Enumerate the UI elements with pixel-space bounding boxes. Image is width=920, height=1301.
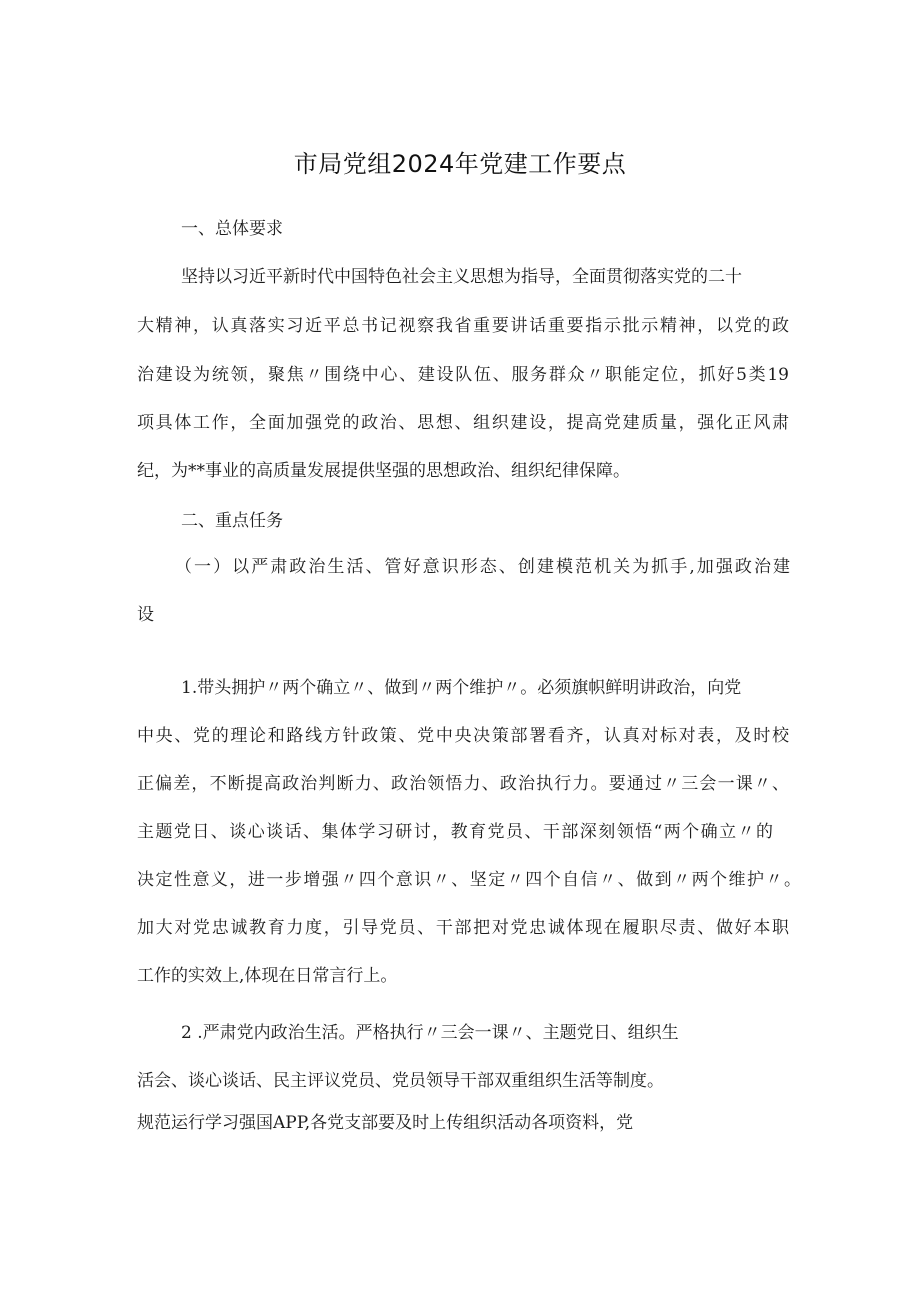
item-line: 活会、谈心谈话、民主评议党员、党员领导干部双重组织生活等制度。 bbox=[137, 1071, 664, 1091]
item-line: 主题党日、谈心谈话、集体学习研讨，教育党员、干部深刻领悟“两个确立〃的 bbox=[137, 822, 773, 842]
item-line: 中央、党的理论和路线方针政策、党中央决策部署看齐，认真对标对表，及时校 bbox=[137, 726, 789, 746]
subsection-heading-line: 设 bbox=[137, 605, 154, 625]
item-line: 规范运行学习强国APP,各党支部要及时上传组织活动各项资料，党 bbox=[137, 1113, 634, 1133]
paragraph-line: 坚持以习近平新时代中国特色社会主义思想为指导，全面贯彻落实党的二十 bbox=[181, 267, 742, 287]
paragraph-line: 治建设为统领，聚焦〃围绕中心、建设队伍、服务群众〃职能定位，抓好5类19 bbox=[137, 365, 789, 385]
item-line: 正偏差，不断提高政治判断力、政治领悟力、政治执行力。要通过〃三会一课〃、 bbox=[137, 774, 789, 794]
item-line: 1.带头拥护〃两个确立〃、做到〃两个维护〃。必须旗帜鲜明讲政治，向党 bbox=[181, 678, 742, 698]
item-line: 加大对党忠诚教育力度，引导党员、干部把对党忠诚体现在履职尽责、做好本职 bbox=[137, 918, 789, 938]
paragraph-line: 纪，为**事业的高质量发展提供坚强的思想政治、组织纪律保障。 bbox=[137, 461, 630, 481]
item-line: 工作的实效上,体现在日常言行上。 bbox=[137, 966, 398, 986]
section-heading-general-requirements: 一、总体要求 bbox=[181, 219, 283, 239]
subsection-heading-line: （一）以严肃政治生活、管好意识形态、创建模范机关为抓手,加强政治建 bbox=[175, 557, 790, 577]
item-line: 决定性意义，进一步增强〃四个意识〃、坚定〃四个自信〃、做到〃两个维护〃。 bbox=[137, 870, 801, 890]
paragraph-line: 项具体工作，全面加强党的政治、思想、组织建设，提高党建质量，强化正风肃 bbox=[137, 413, 789, 433]
document-title: 市局党组2024年党建工作要点 bbox=[293, 150, 627, 178]
section-heading-key-tasks: 二、重点任务 bbox=[181, 511, 283, 531]
paragraph-line: 大精神，认真落实习近平总书记视察我省重要讲话重要指示批示精神，以党的政 bbox=[137, 316, 789, 336]
item-line: 2 .严肃党内政治生活。严格执行〃三会一课〃、主题党日、组织生 bbox=[181, 1023, 679, 1043]
